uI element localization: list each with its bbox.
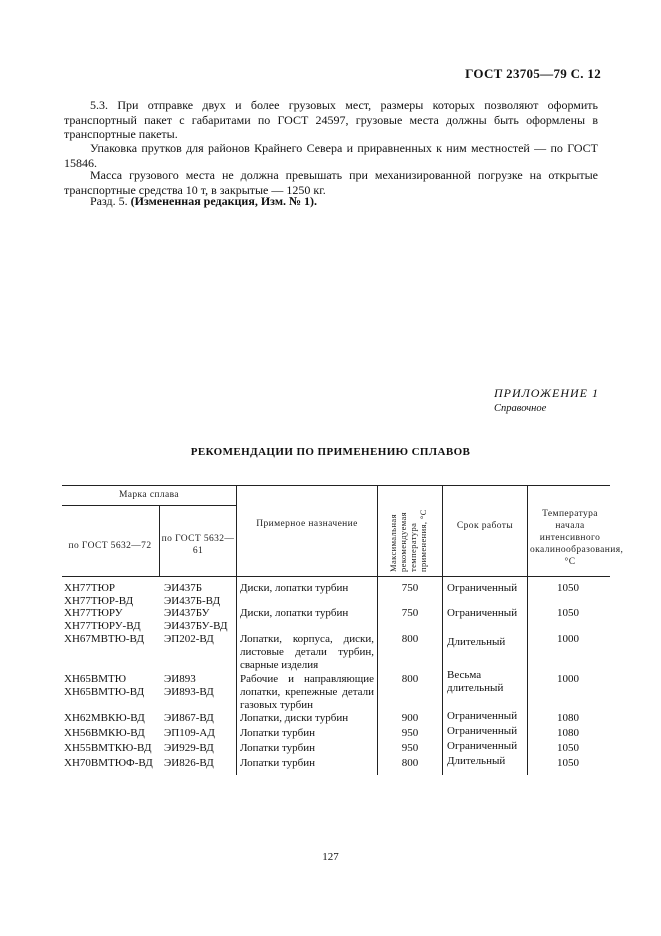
row-4-old-grade: ЭИ893 ЭИ893-ВД bbox=[164, 673, 214, 698]
paragraph-mass bbox=[64, 168, 598, 197]
col-divider-3 bbox=[377, 485, 378, 775]
row-2-max-temp: 750 bbox=[401, 607, 419, 619]
paragraph-5-3-text: 5.3. При отправке двух и более грузовых мест, размеры которых позволяют оформить транспортный пакет с габаритами по ГОСТ 24597, грузовые места должны быть оформлены в транспортные пакеты. bbox=[64, 98, 598, 142]
row-3-old-grade: ЭП202-ВД bbox=[164, 633, 214, 645]
row-5-old-grade: ЭИ867-ВД bbox=[164, 712, 214, 724]
header-max-temp: Максимальная рекомендуемая температура применения, °С bbox=[388, 509, 428, 572]
row-8-max-temp: 800 bbox=[401, 757, 419, 769]
row-8-old-grade: ЭИ826-ВД bbox=[164, 757, 214, 769]
row-8-grade: ХН70ВМТЮФ-ВД bbox=[64, 757, 153, 769]
section-note-prefix: Разд. 5. bbox=[90, 194, 131, 208]
row-7-purpose: Лопатки турбин bbox=[240, 742, 315, 754]
table-title: РЕКОМЕНДАЦИИ ПО ПРИМЕНЕНИЮ СПЛАВОВ bbox=[190, 446, 471, 458]
row-1-oxid-temp: 1050 bbox=[557, 582, 579, 594]
row-2-old-grade: ЭИ437БУ ЭИ437БУ-ВД bbox=[164, 607, 228, 632]
document-code: ГОСТ 23705—79 С. 12 bbox=[465, 66, 601, 81]
row-5-grade: ХН62МВКЮ-ВД bbox=[64, 712, 145, 724]
row-6-max-temp: 950 bbox=[401, 727, 419, 739]
paragraph-section-note bbox=[64, 194, 598, 209]
section-note-amendment: (Измененная редакция, Изм. № 1). bbox=[130, 194, 318, 208]
row-6-grade: ХН56ВМКЮ-ВД bbox=[64, 727, 145, 739]
row-3-term: Длительный bbox=[447, 636, 506, 648]
row-1-old-grade: ЭИ437Б ЭИ437Б-ВД bbox=[164, 582, 221, 607]
row-1-grade: ХН77ТЮР ХН77ТЮР-ВД bbox=[64, 582, 134, 607]
col-divider-5 bbox=[527, 485, 528, 775]
row-3-max-temp: 800 bbox=[401, 633, 419, 645]
row-2-purpose: Диски, лопатки турбин bbox=[240, 607, 349, 619]
row-1-max-temp: 750 bbox=[401, 582, 419, 594]
header-grade-group: Марка сплава bbox=[118, 490, 180, 500]
row-1-term: Ограниченный bbox=[447, 582, 518, 594]
row-7-old-grade: ЭИ929-ВД bbox=[164, 742, 214, 754]
appendix-number: ПРИЛОЖЕНИЕ 1 bbox=[494, 386, 599, 400]
paragraph-packing-text: Упаковка прутков для районов Крайнего Севера и приравненных к ним местностей — по ГОСТ 15846. bbox=[64, 141, 598, 170]
row-3-grade: ХН67МВТЮ-ВД bbox=[64, 633, 144, 645]
row-4-purpose: Рабочие и направляющие лопатки, крепежные детали газовых турбин bbox=[240, 673, 374, 711]
row-5-purpose: Лопатки, диски турбин bbox=[240, 712, 349, 724]
paragraph-packing bbox=[64, 141, 598, 170]
header-purpose: Примерное назначение bbox=[256, 519, 358, 529]
page-number: 127 bbox=[322, 851, 339, 863]
row-5-oxid-temp: 1080 bbox=[557, 712, 579, 724]
paragraph-5-3 bbox=[64, 98, 598, 142]
row-6-old-grade: ЭП109-АД bbox=[164, 727, 215, 739]
grade-subheader-rule bbox=[62, 505, 236, 506]
row-7-max-temp: 950 bbox=[401, 742, 419, 754]
row-4-max-temp: 800 bbox=[401, 673, 419, 685]
row-1-purpose: Диски, лопатки турбин bbox=[240, 582, 349, 594]
row-2-grade: ХН77ТЮРУ ХН77ТЮРУ-ВД bbox=[64, 607, 141, 632]
header-gost-old: по ГОСТ 5632—61 bbox=[161, 534, 235, 556]
row-4-grade: ХН65ВМТЮ ХН65ВМТЮ-ВД bbox=[64, 673, 145, 698]
header-gost-new: по ГОСТ 5632—72 bbox=[68, 541, 152, 551]
row-8-oxid-temp: 1050 bbox=[557, 757, 579, 769]
row-8-term: Длительный bbox=[447, 755, 506, 767]
row-5-term: Ограниченный bbox=[447, 710, 518, 722]
row-6-oxid-temp: 1080 bbox=[557, 727, 579, 739]
row-2-oxid-temp: 1050 bbox=[557, 607, 579, 619]
row-6-term: Ограниченный bbox=[447, 725, 518, 737]
header-oxidation-temp: Температура начала интенсивного окалинообразования, °С bbox=[530, 509, 624, 567]
paragraph-mass-text: Масса грузового места не должна превышать при механизированной погрузке на открытые транспортные средства 10 т, в закрытые — 1250 кг. bbox=[64, 168, 598, 197]
row-8-purpose: Лопатки турбин bbox=[240, 757, 315, 769]
row-4-oxid-temp: 1000 bbox=[557, 673, 579, 685]
row-7-term: Ограниченный bbox=[447, 740, 518, 752]
row-2-term: Ограниченный bbox=[447, 607, 518, 619]
row-3-purpose: Лопатки, корпуса, диски, листовые детали турбин, сварные изделия bbox=[240, 633, 374, 671]
row-7-grade: ХН55ВМТКЮ-ВД bbox=[64, 742, 152, 754]
row-3-oxid-temp: 1000 bbox=[557, 633, 579, 645]
row-5-max-temp: 900 bbox=[401, 712, 419, 724]
row-6-purpose: Лопатки турбин bbox=[240, 727, 315, 739]
row-7-oxid-temp: 1050 bbox=[557, 742, 579, 754]
appendix-type: Справочное bbox=[494, 403, 547, 414]
row-4-term: Весьма длительный bbox=[447, 669, 504, 694]
appendix-label bbox=[494, 386, 599, 416]
header-term: Срок работы bbox=[456, 521, 514, 531]
